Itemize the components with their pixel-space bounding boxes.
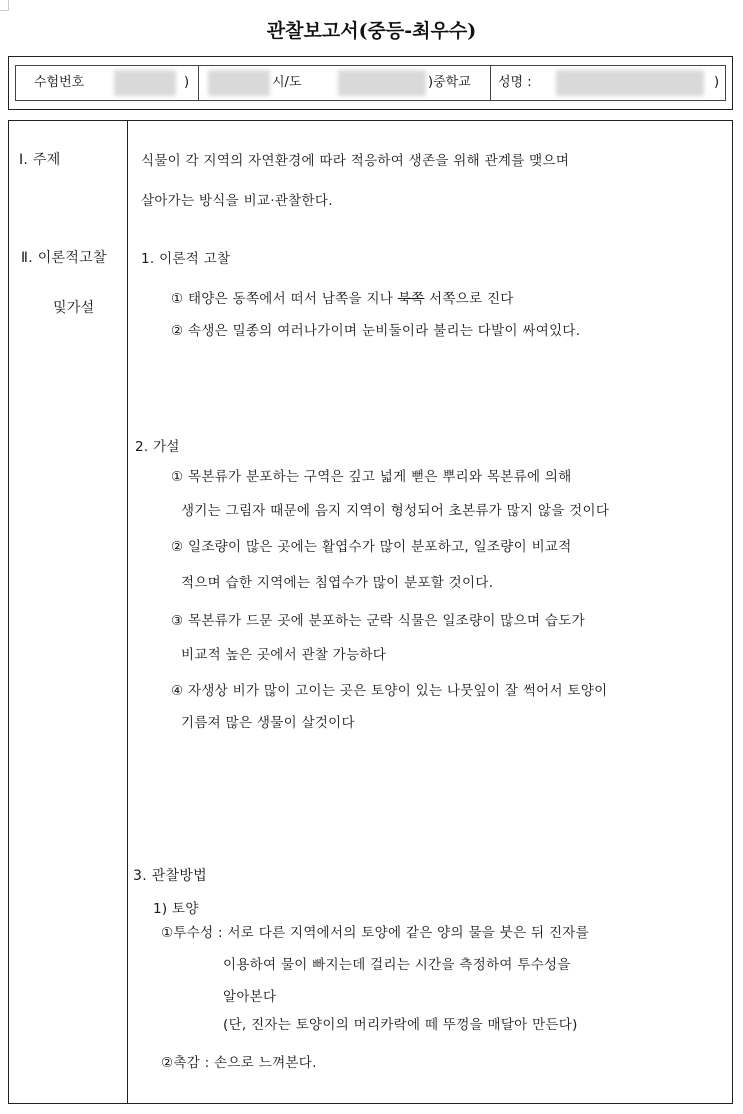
city-redacted	[208, 70, 270, 96]
hypothesis-line: ② 일조량이 많은 곳에는 활엽수가 많이 분포하고, 일조량이 비교적	[171, 539, 572, 555]
theory-label: Ⅱ. 이론적고찰	[21, 250, 107, 266]
hypothesis-heading: 2. 가설	[135, 439, 180, 455]
topic-line: 살아가는 방식을 비교·관찰한다.	[141, 193, 333, 209]
page-corner-mark	[0, 0, 9, 11]
theory-heading: 1. 이론적 고찰	[141, 251, 231, 267]
struck-word: 북쪽	[397, 291, 425, 307]
theory-item-text: ① 태양은 동쪽에서 떠서 남쪽을 지나	[171, 291, 398, 307]
method-line: (단, 진자는 토양이의 머리카락에 떼 뚜껑을 매달아 만든다)	[223, 1017, 578, 1033]
hypothesis-line: ① 목본류가 분포하는 구역은 깊고 넓게 뻗은 뿌리와 목본류에 의해	[171, 469, 572, 485]
exam-number-label: 수험번호	[34, 75, 85, 90]
theory-item-2: ② 속생은 밀종의 여러나가이며 눈비둘이라 불리는 다발이 싸여있다.	[171, 323, 581, 339]
paren-close-2: )	[714, 75, 720, 90]
theory-label-2: 및가설	[53, 300, 95, 316]
hypothesis-line: 적으며 습한 지역에는 침엽수가 많이 분포할 것이다.	[181, 575, 494, 591]
theory-item-text: 서쪽으로 진다	[424, 291, 514, 307]
method-line: ①투수성 : 서로 다른 지역에서의 토양에 같은 양의 물을 붓은 뒤 진자를	[161, 925, 589, 941]
hypothesis-line: ③ 목본류가 드문 곳에 분포하는 군락 식물은 일조량이 많으며 습도가	[171, 613, 585, 629]
exam-number-redacted	[114, 70, 176, 96]
method-line: 이용하여 물이 빠지는데 걸리는 시간을 측정하여 투수성을	[223, 957, 571, 973]
topic-line: 식물이 각 지역의 자연환경에 따라 적응하여 생존을 위해 관계를 맺으며	[141, 153, 570, 169]
hypothesis-line: 생기는 그림자 때문에 음지 지역이 형성되어 초본류가 많지 않을 것이다	[181, 503, 610, 519]
header-box	[8, 56, 733, 110]
topic-label: Ⅰ. 주제	[19, 152, 61, 168]
paren-close-1: )	[184, 75, 190, 90]
method-sub: 1) 토양	[153, 901, 199, 917]
school-redacted	[338, 70, 426, 96]
page-title: 관찰보고서(중등-최우수)	[266, 20, 477, 42]
name-redacted	[556, 70, 704, 96]
header-row	[15, 65, 726, 101]
hypothesis-line: 기름져 많은 생물이 살것이다	[181, 715, 355, 731]
method-line: ②촉감 : 손으로 느껴본다.	[161, 1055, 317, 1071]
method-heading: 3. 관찰방법	[133, 868, 208, 884]
hypothesis-line: 비교적 높은 곳에서 관찰 가능하다	[181, 647, 387, 663]
column-divider	[127, 121, 128, 1103]
divider-1	[198, 66, 199, 100]
name-label: 성명 :	[498, 75, 532, 90]
divider-2	[490, 66, 491, 100]
method-line: 알아본다	[223, 989, 277, 1005]
hypothesis-line: ④ 자생상 비가 많이 고이는 곳은 토양이 있는 나뭇잎이 잘 썩어서 토양이	[171, 683, 608, 699]
school-label: )중학교	[428, 75, 471, 90]
report-body	[8, 120, 733, 1104]
theory-item-1	[171, 287, 514, 307]
city-label: 시/도	[272, 75, 302, 90]
